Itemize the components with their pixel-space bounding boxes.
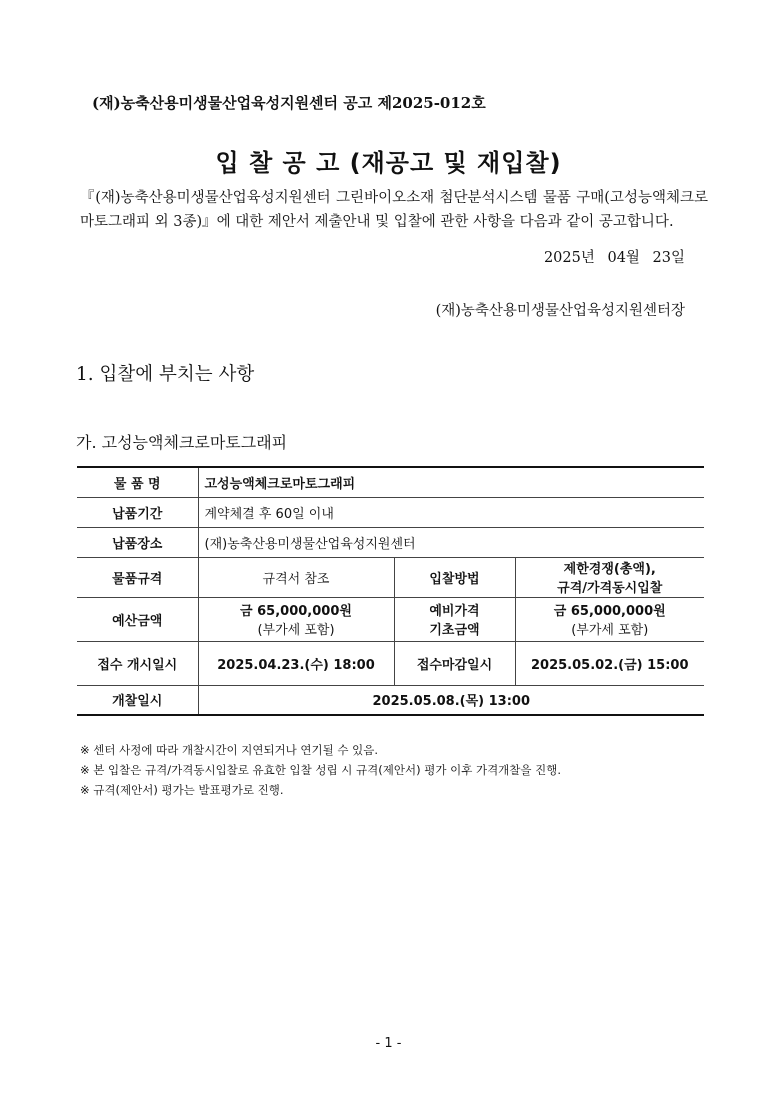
note-item: ※ 본 입찰은 규격/가격동시입찰로 유효한 입찰 성립 시 규격(제안서) 평가 이후 가격개찰을 진행. bbox=[80, 763, 562, 777]
intro-paragraph: 『(재)농축산용미생물산업육성지원센터 그린바이오소재 첨단분석시스템 물품 구매(고성능액체크로마토그래피 외 3종)』에 대한 제안서 제출안내 및 입찰에 관한 사항을 다음과 같이 공고합니다. bbox=[80, 190, 708, 230]
budget-amount: 금 65,000,000원 bbox=[240, 604, 352, 619]
reserve-price-value bbox=[515, 597, 704, 641]
bid-details-table bbox=[77, 466, 704, 716]
table-row bbox=[77, 597, 704, 641]
spec-label: 물품규격 bbox=[77, 557, 198, 597]
bid-method-label: 입찰방법 bbox=[394, 557, 515, 597]
document-title: 입 찰 공 고 (재공고 및 재입찰) bbox=[215, 149, 562, 177]
table-row bbox=[77, 497, 704, 527]
delivery-place-label: 납품장소 bbox=[77, 527, 198, 557]
table-row bbox=[77, 685, 704, 715]
announcement-date: 2025년 04월 23일 bbox=[543, 250, 685, 266]
page-number: - 1 - bbox=[375, 1036, 402, 1051]
delivery-place-value: (재)농축산용미생물산업육성지원센터 bbox=[198, 527, 704, 557]
reserve-label-line1: 예비가격 bbox=[429, 604, 480, 619]
item-name-value: 고성능액체크로마토그래피 bbox=[198, 467, 704, 497]
opening-label: 개찰일시 bbox=[77, 685, 198, 715]
subsection-heading: 가. 고성능액체크로마토그래피 bbox=[76, 433, 288, 452]
receipt-end-label: 접수마감일시 bbox=[394, 641, 515, 685]
opening-value: 2025.05.08.(목) 13:00 bbox=[198, 685, 704, 715]
table-row bbox=[77, 557, 704, 597]
receipt-end-value: 2025.05.02.(금) 15:00 bbox=[515, 641, 704, 685]
reserve-label-line2: 기초금액 bbox=[429, 623, 480, 638]
bid-method-line1: 제한경쟁(총액), bbox=[563, 562, 656, 577]
table-row bbox=[77, 467, 704, 497]
delivery-period-label: 납품기간 bbox=[77, 497, 198, 527]
note-item: ※ 규격(제안서) 평가는 발표평가로 진행. bbox=[80, 783, 284, 797]
receipt-start-label: 접수 개시일시 bbox=[77, 641, 198, 685]
section-heading: 1. 입찰에 부치는 사항 bbox=[76, 364, 255, 385]
item-name-label: 물 품 명 bbox=[77, 467, 198, 497]
spec-value: 규격서 참조 bbox=[198, 557, 394, 597]
bid-method-value bbox=[515, 557, 704, 597]
bid-method-line2: 규격/가격동시입찰 bbox=[557, 581, 663, 596]
reserve-amount: 금 65,000,000원 bbox=[553, 604, 666, 619]
budget-value bbox=[198, 597, 394, 641]
table-row bbox=[77, 641, 704, 685]
budget-vat-note: (부가세 포함) bbox=[257, 623, 335, 638]
receipt-start-value: 2025.04.23.(수) 18:00 bbox=[198, 641, 394, 685]
notes bbox=[80, 740, 561, 800]
reserve-vat-note: (부가세 포함) bbox=[571, 623, 649, 638]
budget-label: 예산금액 bbox=[77, 597, 198, 641]
note-item: ※ 센터 사정에 따라 개찰시간이 지연되거나 연기될 수 있음. bbox=[80, 743, 379, 757]
delivery-period-value: 계약체결 후 60일 이내 bbox=[198, 497, 704, 527]
issuer-name: (재)농축산용미생물산업육성지원센터장 bbox=[435, 303, 685, 319]
document-number: (재)농축산용미생물산업육성지원센터 공고 제2025-012호 bbox=[92, 94, 486, 112]
reserve-price-label bbox=[394, 597, 515, 641]
table-row bbox=[77, 527, 704, 557]
